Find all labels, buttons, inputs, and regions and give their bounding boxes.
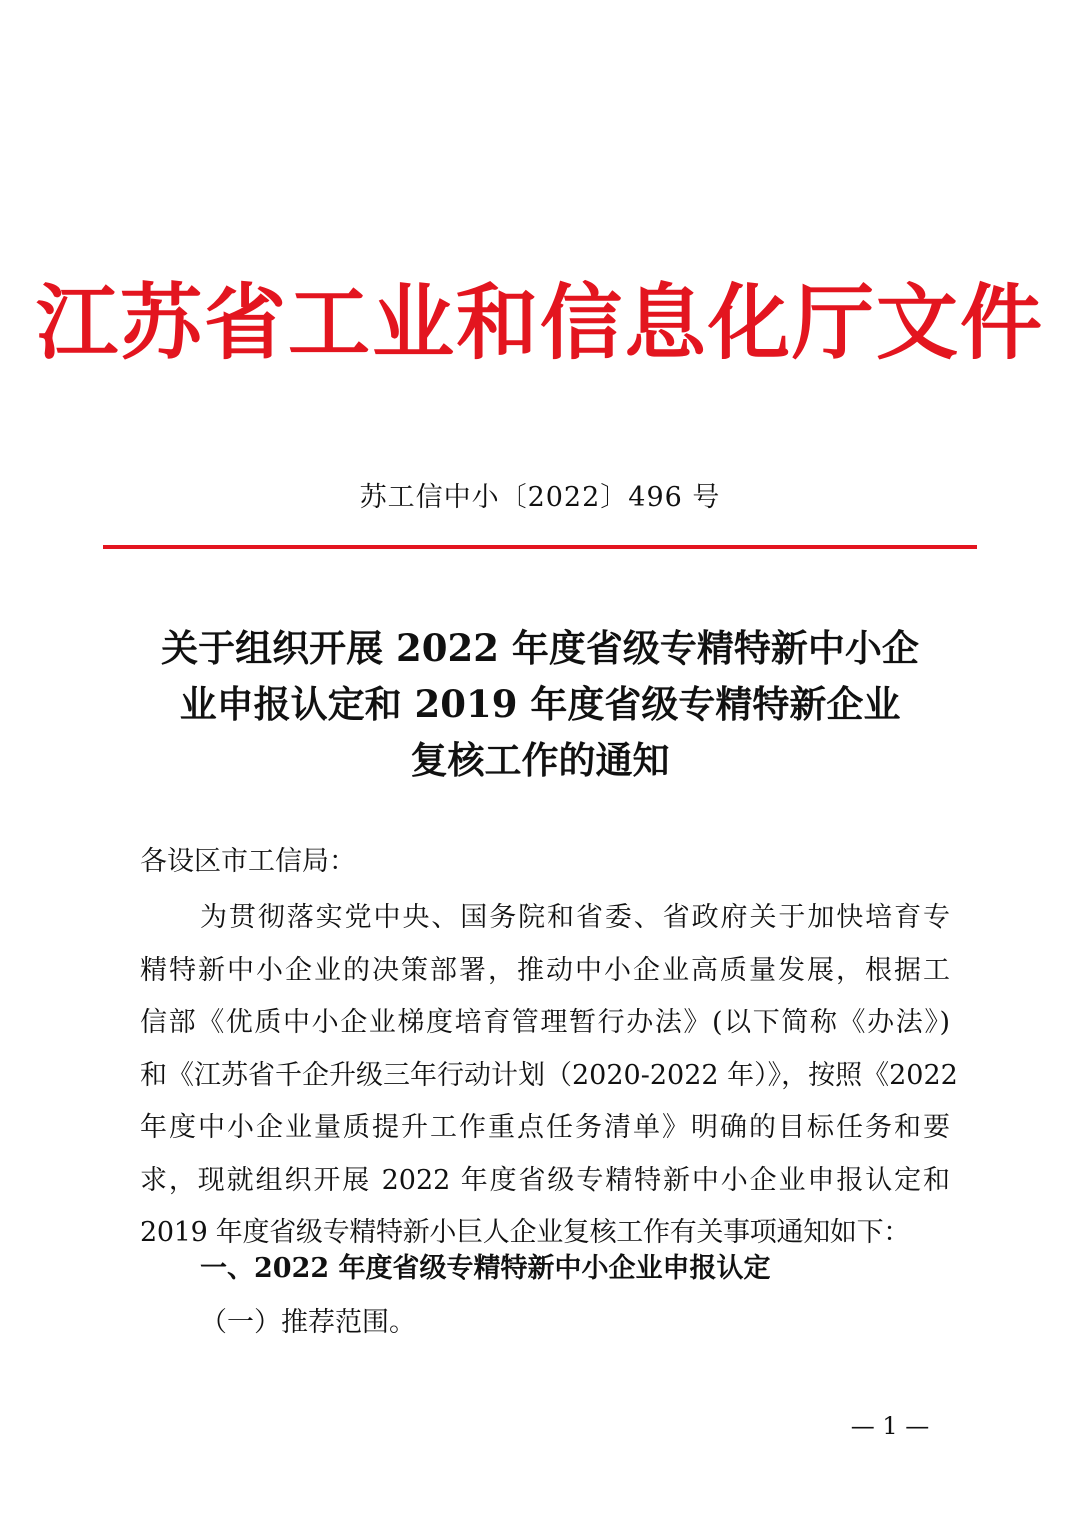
intro-paragraph — [140, 892, 958, 1260]
paragraph-line: 为贯彻落实党中央、国务院和省委、省政府关于加快培育专 — [200, 902, 950, 933]
paragraph-line: 信部《优质中小企业梯度培育管理暂行办法》(以下简称《办法》) — [140, 1007, 950, 1038]
paragraph-line: 求，现就组织开展 2022 年度省级专精特新中小企业申报认定和 — [140, 1164, 950, 1196]
title-line: 业申报认定和 2019 年度省级专精特新企业 — [179, 682, 901, 726]
document-number: 苏工信中小〔2022〕496 号 — [359, 482, 721, 513]
sub-heading: （一）推荐范围。 — [200, 1307, 416, 1338]
paragraph-line: 年度中小企业量质提升工作重点任务清单》明确的目标任务和要 — [140, 1112, 950, 1143]
salutation: 各设区市工信局： — [140, 846, 356, 877]
paragraph-line: 和《江苏省千企升级三年行动计划（2020-2022 年）》，按照《2022 — [140, 1059, 958, 1091]
notice-title — [90, 620, 990, 788]
page-number: — 1 — — [850, 1412, 930, 1440]
masthead-title: 江苏省工业和信息化厅文件 — [35, 275, 1044, 371]
paragraph-line: 2019 年度省级专精特新小巨人企业复核工作有关事项通知如下： — [140, 1217, 910, 1248]
red-divider-line — [103, 545, 977, 549]
title-line: 复核工作的通知 — [410, 738, 670, 782]
title-line: 关于组织开展 2022 年度省级专精特新中小企 — [161, 626, 919, 670]
section-heading: 一、2022 年度省级专精特新中小企业申报认定 — [200, 1253, 771, 1284]
paragraph-line: 精特新中小企业的决策部署，推动中小企业高质量发展，根据工 — [140, 954, 950, 986]
